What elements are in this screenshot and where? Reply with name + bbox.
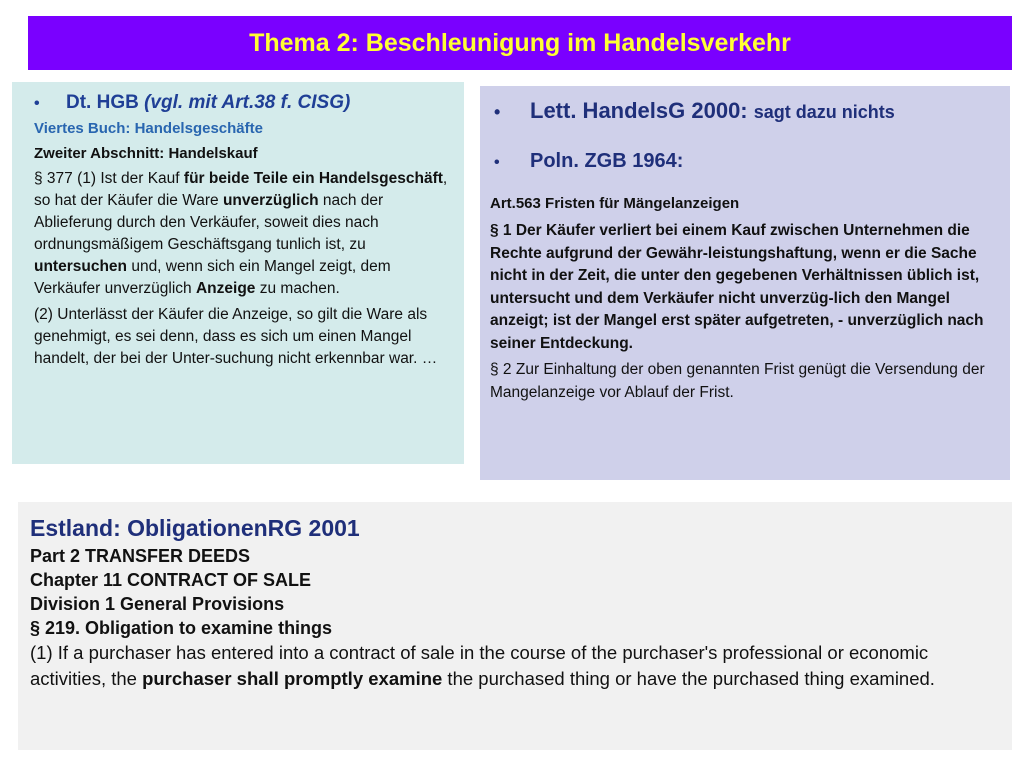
panel-latvia-poland — [480, 86, 1010, 480]
poland-paragraph-2: § 2 Zur Einhaltung der oben genannten Frist genügt die Versendung der Mangelanzeige vor Ablauf der Frist. — [490, 361, 985, 401]
page-title: Thema 2: Beschleunigung im Handelsverkehr — [249, 28, 791, 57]
hgb-heading-text — [66, 92, 350, 114]
estonia-chapter: Chapter 11 CONTRACT OF SALE — [30, 570, 312, 590]
poland-law: Poln. ZGB 1964: — [530, 150, 684, 172]
poland-article-title: Art.563 Fristen für Mängelanzeigen — [490, 195, 740, 212]
emphasis-run: für beide Teile ein Handelsgeschäft — [183, 170, 443, 187]
title-banner — [28, 16, 1012, 70]
hgb-section: Zweiter Abschnitt: Handelskauf — [34, 145, 258, 162]
latvia-law: Lett. HandelsG 2000: — [530, 98, 754, 123]
text-run: , so hat der Käufer die Ware — [34, 170, 448, 209]
latvia-heading-text — [530, 98, 895, 124]
emphasis-run: Anzeige — [195, 280, 256, 297]
text-run: the purchased thing or have the purchased thing examined. — [442, 668, 935, 689]
estonia-division: Division 1 General Provisions — [30, 594, 285, 614]
text-run: zu machen. — [255, 280, 340, 297]
emphasis-run: untersuchen — [34, 258, 128, 275]
emphasis-run: purchaser shall promptly examine — [142, 668, 443, 689]
hgb-paragraph-377-2: (2) Unterlässt der Käufer die Anzeige, so gilt die Ware als genehmigt, es sei denn, dass es sich um einen Mangel handelt, der bei der Unter-suchung nicht erkennbar war. … — [34, 306, 438, 367]
text-run: und, wenn sich ein Mangel zeigt, dem Verkäufer unverzüglich — [34, 258, 391, 297]
estonia-heading: Estland: ObligationenRG 2001 — [30, 515, 360, 541]
hgb-heading — [34, 92, 450, 114]
hgb-paragraph-377-1 — [34, 168, 450, 300]
bullet-icon: • — [494, 154, 500, 171]
poland-paragraph-1: § 1 Der Käufer verliert bei einem Kauf zwischen Unternehmen die Rechte aufgrund der Gewähr-leistungshaftung, wenn er die Sache nicht in der Zeit, die unter den gegebenen Verhältnissen üblich ist, untersucht und dem Verkäufer nicht unverzüg-lich den Mangel anzeigt; ist der Mangel erst später aufgetreten, - unverzüglich nach seiner Entdeckung. — [490, 222, 984, 352]
bullet-icon: • — [494, 102, 501, 122]
bullet-icon: • — [34, 95, 40, 112]
text-run: § 377 (1) Ist der Kauf — [34, 170, 184, 187]
emphasis-run: unverzüglich — [222, 192, 319, 209]
panel-estonia — [18, 502, 1012, 750]
estonia-paragraph — [30, 640, 1000, 692]
text-run: nach der Ablieferung durch den Verkäufer, soweit dies nach ordnungsmäßigem Geschäftsgang tunlich ist, zu — [34, 192, 384, 253]
panel-german-hgb — [12, 82, 464, 464]
estonia-section: § 219. Obligation to examine things — [30, 618, 333, 638]
latvia-heading — [490, 98, 998, 124]
hgb-heading-main: Dt. HGB — [66, 92, 145, 113]
poland-heading — [490, 150, 998, 173]
latvia-note: sagt dazu nichts — [753, 102, 895, 122]
hgb-heading-cisg: (vgl. mit Art.38 f. CISG) — [144, 92, 351, 113]
estonia-part: Part 2 TRANSFER DEEDS — [30, 546, 251, 566]
text-run: (1) If a purchaser has entered into a contract of sale in the course of the purchaser's professional or economic activities, the — [30, 642, 929, 689]
hgb-book: Viertes Buch: Handelsgeschäfte — [34, 120, 263, 137]
